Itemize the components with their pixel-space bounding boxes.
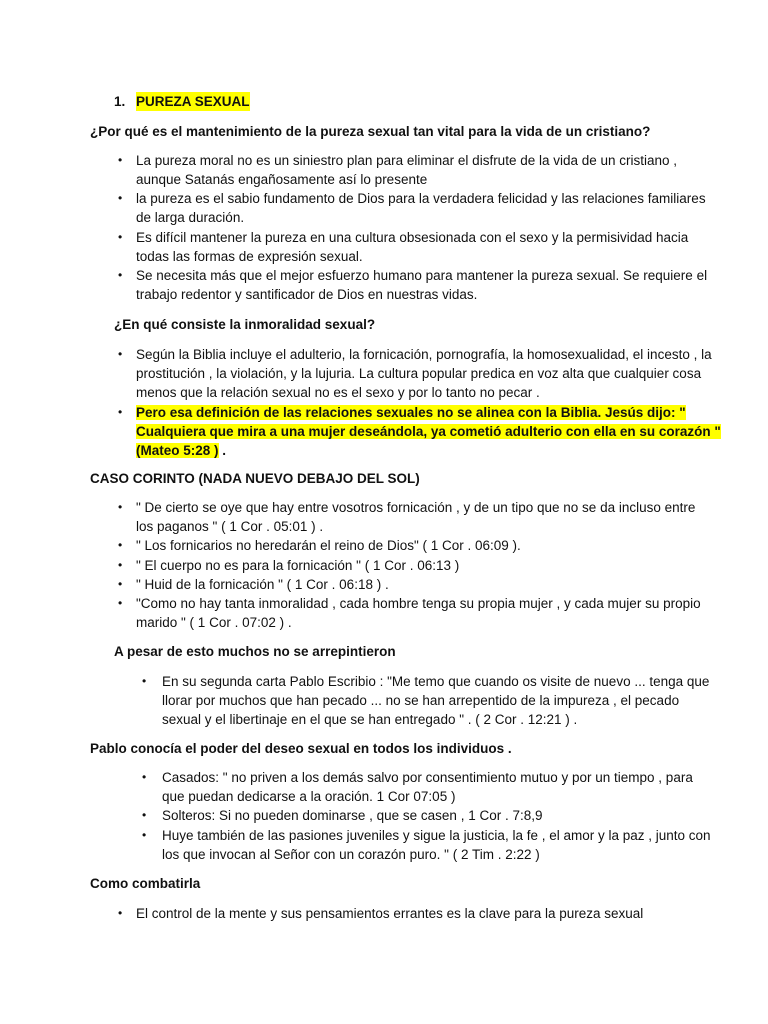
- list-item-line: Es difícil mantener la pureza en una cultura obsesionada con el sexo y la permisividad hacia: [136, 230, 689, 245]
- list-item-line: los paganos " ( 1 Cor . 05:01 ) .: [136, 519, 324, 534]
- bullet: •: [142, 828, 147, 842]
- list-item-line: Se necesita más que el mejor esfuerzo humano para mantener la pureza sexual. Se requiere el: [136, 268, 708, 283]
- bullet: •: [118, 347, 123, 361]
- list-item-line: todas las formas de expresión sexual.: [136, 249, 363, 264]
- list-item-line: los que invocan al Señor con un corazón puro. " ( 2 Tim . 2:22 ): [162, 847, 540, 862]
- section-title: PUREZA SEXUAL: [136, 94, 250, 109]
- question-heading: ¿Por qué es el mantenimiento de la pureza sexual tan vital para la vida de un cristiano?: [90, 124, 651, 139]
- list-item-line: de larga duración.: [136, 210, 245, 225]
- list-item-line: marido " ( 1 Cor . 07:02 ) .: [136, 615, 292, 630]
- list-item-line: Según la Biblia incluye el adulterio, la fornicación, pornografía, la homosexualidad, el incesto , la: [136, 347, 712, 362]
- bullet: •: [118, 191, 123, 205]
- bullet: •: [142, 808, 147, 822]
- bullet: •: [142, 770, 147, 784]
- list-item-line: la pureza es el sabio fundamento de Dios para la verdadera felicidad y las relaciones familiares: [136, 191, 706, 206]
- section-heading: CASO CORINTO (NADA NUEVO DEBAJO DEL SOL): [90, 471, 420, 486]
- bullet: •: [118, 500, 123, 514]
- question-heading: ¿En qué consiste la inmoralidad sexual?: [114, 317, 376, 332]
- list-item-line: prostitución , la violación, y la lujuria. La cultura popular predica en voz alta que cualquier cosa: [136, 366, 702, 381]
- list-item-line: Casados: " no priven a los demás salvo por consentimiento mutuo y por un tiempo , para: [162, 770, 693, 785]
- bullet: •: [142, 674, 147, 688]
- section-number: 1.: [114, 94, 126, 109]
- list-item-line: Huye también de las pasiones juveniles y sigue la justicia, la fe , el amor y la paz , junto con: [162, 828, 711, 843]
- list-item-line: " De cierto se oye que hay entre vosotros fornicación , y de un tipo que no se da incluso entre: [136, 500, 696, 515]
- list-item-line: aunque Satanás engañosamente así lo presente: [136, 172, 428, 187]
- bullet: •: [118, 577, 123, 591]
- bullet: •: [118, 538, 123, 552]
- list-item-line: que puedan dedicarse a la oración. 1 Cor 07:05 ): [162, 789, 456, 804]
- quote-tail: .: [218, 443, 227, 458]
- bullet: •: [118, 405, 123, 419]
- section-heading: Pablo conocía el poder del deseo sexual en todos los individuos .: [90, 741, 512, 756]
- bullet: •: [118, 906, 123, 920]
- list-item-line: " El cuerpo no es para la fornicación " ( 1 Cor . 06:13 ): [136, 558, 460, 573]
- bullet: •: [118, 558, 123, 572]
- list-item-line: llorar por muchos que han pecado ... no se han arrepentido de la impureza , el pecado: [162, 693, 680, 708]
- list-item-line: El control de la mente y sus pensamientos errantes es la clave para la pureza sexual: [136, 906, 644, 921]
- list-item-line: trabajo redentor y santificador de Dios en nuestras vidas.: [136, 287, 478, 302]
- bullet: •: [118, 153, 123, 167]
- highlight: Cualquiera que mira a una mujer deseándola, ya cometió adulterio con ella en su corazón ": [136, 424, 721, 439]
- highlight: Pero esa definición de las relaciones sexuales no se alinea con la Biblia. Jesús dijo: ": [136, 405, 686, 420]
- section-heading: A pesar de esto muchos no se arrepintieron: [114, 644, 396, 659]
- bullet: •: [118, 268, 123, 282]
- list-item-line: En su segunda carta Pablo Escribio : "Me temo que cuando os visite de nuevo ... tenga que: [162, 674, 710, 689]
- list-item-line: " Huid de la fornicación " ( 1 Cor . 06:18 ) .: [136, 577, 389, 592]
- highlighted-quote-line: [136, 403, 686, 422]
- highlighted-quote-line: [136, 441, 226, 460]
- highlighted-quote-line: [136, 422, 721, 441]
- bullet: •: [118, 596, 123, 610]
- list-item-line: Solteros: Si no pueden dominarse , que se casen , 1 Cor . 7:8,9: [162, 808, 543, 823]
- highlight: (Mateo 5:28 ): [136, 443, 219, 458]
- list-item-line: "Como no hay tanta inmoralidad , cada hombre tenga su propia mujer , y cada mujer su propio: [136, 596, 701, 611]
- list-item-line: menos que la relación sexual no es el sexo y por lo tanto no pecar .: [136, 385, 540, 400]
- list-item-line: sexual y el libertinaje en el que se han entregado " . ( 2 Cor . 12:21 ) .: [162, 712, 578, 727]
- list-item-line: La pureza moral no es un siniestro plan para eliminar el disfrute de la vida de un cristiano ,: [136, 153, 678, 168]
- bullet: •: [118, 230, 123, 244]
- list-item-line: " Los fornicarios no heredarán el reino de Dios" ( 1 Cor . 06:09 ).: [136, 538, 521, 553]
- section-heading: Como combatirla: [90, 876, 201, 891]
